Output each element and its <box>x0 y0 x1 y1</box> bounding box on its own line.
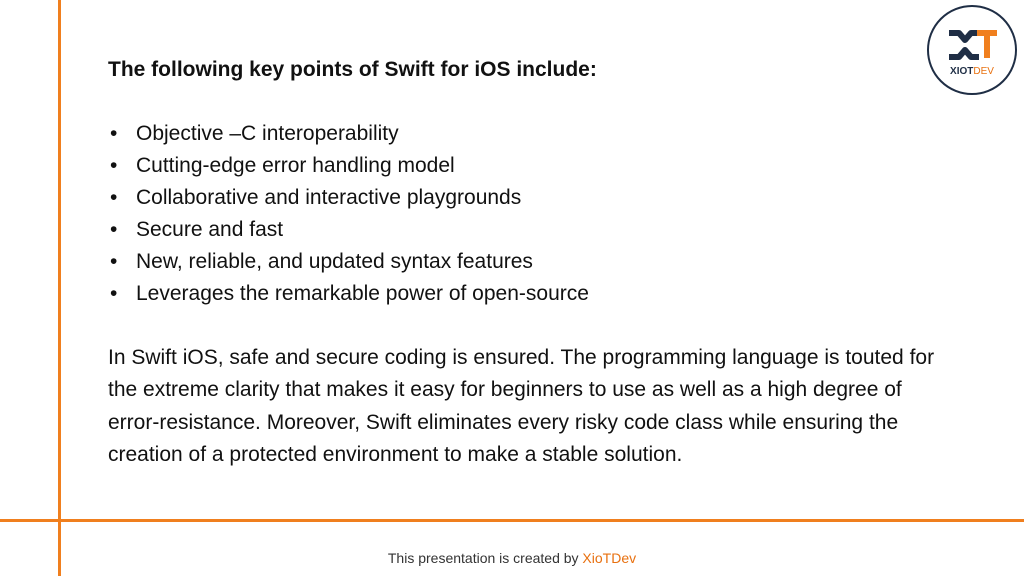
list-item-text: New, reliable, and updated syntax features <box>136 250 533 273</box>
key-points-list <box>108 118 589 310</box>
list-item <box>108 278 589 310</box>
list-item-text: Leverages the remarkable power of open-source <box>136 282 589 305</box>
footer-credit <box>0 550 1024 566</box>
bullet-glyph: • <box>110 218 118 241</box>
logo-text-bold: XIOT <box>950 66 974 77</box>
bullet-glyph: • <box>110 154 118 177</box>
list-item <box>108 150 589 182</box>
list-item-text: Collaborative and interactive playgrounds <box>136 186 522 209</box>
logo-text-light: DEV <box>973 66 994 77</box>
bullet-glyph: • <box>110 186 118 209</box>
xiotdev-logo <box>927 5 1017 95</box>
list-item-text: Cutting-edge error handling model <box>136 154 455 177</box>
list-item <box>108 182 589 214</box>
list-item <box>108 246 589 278</box>
slide-heading: The following key points of Swift for iOS include: <box>108 58 597 81</box>
list-item <box>108 118 589 150</box>
bullet-glyph: • <box>110 122 118 145</box>
horizontal-accent-line <box>0 519 1024 522</box>
list-item-text: Objective –C interoperability <box>136 122 399 145</box>
footer-brand-link[interactable]: XioTDev <box>582 550 637 566</box>
list-item <box>108 214 589 246</box>
footer-prefix: This presentation is created by <box>387 550 583 566</box>
list-item-text: Secure and fast <box>136 218 284 241</box>
body-paragraph: In Swift iOS, safe and secure coding is ensured. The programming language is touted for the extreme clarity that makes it easy for beginners to use as well as a high degree of error-resistance. Moreover, Swift eliminates every risky code class while ensuring the creation of a protected environment to make a stable solution. <box>108 346 935 467</box>
bullet-glyph: • <box>110 250 118 273</box>
vertical-accent-line <box>58 0 61 576</box>
xiotdev-logo-mark <box>929 7 1015 93</box>
bullet-glyph: • <box>110 282 118 305</box>
